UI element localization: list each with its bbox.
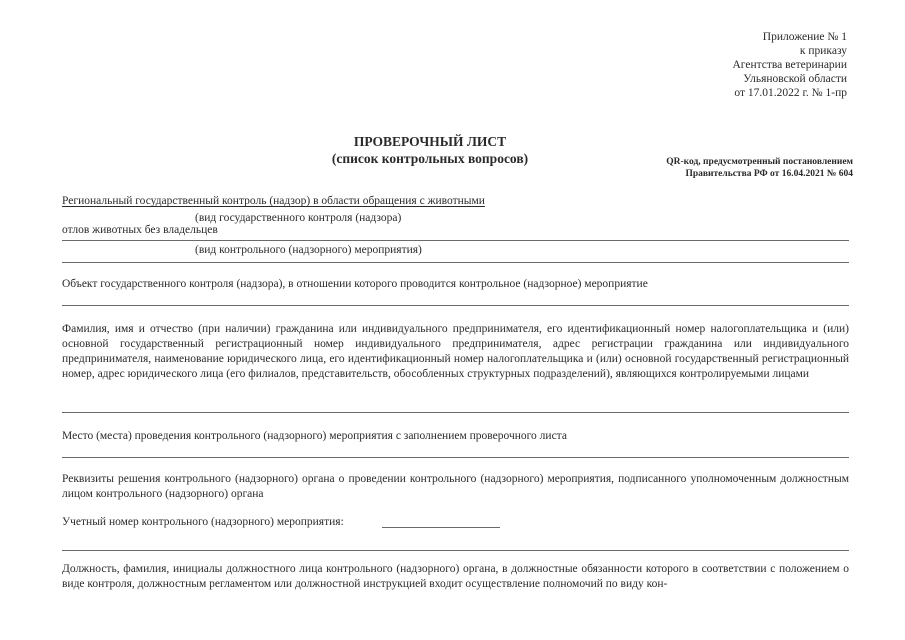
- subject-label: Фамилия, имя и отчество (при наличии) гражданина или индивидуального предпринимателя, его идентификационный номер налогоплательщика и (или) основной государственный регистрационный номер индивидуального предпринимателя, адрес регистрации гражданина или индивидуального предпринимателя, наименование юридического лица, его идентификационный номер налогоплательщика и (или) основной государственный регистрационный номер, адрес юридического лица (его филиалов, представительств, обособленных структурных подразделений), являющихся контролируемыми лицами: [62, 323, 849, 380]
- record-rule: [62, 550, 849, 551]
- title-main: ПРОВЕРОЧНЫЙ ЛИСТ: [353, 134, 507, 149]
- object-label: Объект государственного контроля (надзора), в отношении которого проводится контрольное (надзорное) мероприятие: [62, 278, 648, 290]
- decision-label: Реквизиты решения контрольного (надзорного) органа о проведении контрольного (надзорного) мероприятия, подписанного уполномоченным должностным лицом контрольного (надзорного) органа: [62, 473, 849, 500]
- place-rule: [62, 457, 849, 458]
- event-type-caption: (вид контрольного (надзорного) мероприятия): [195, 244, 422, 256]
- appendix-line-5: от 17.01.2022 г. № 1-пр: [734, 87, 847, 99]
- title-sub: (список контрольных вопросов): [331, 151, 529, 166]
- qr-note-line-1: QR-код, предусмотренный постановлением: [666, 157, 853, 167]
- appendix-line-2: к приказу: [799, 45, 847, 57]
- event-type-value: отлов животных без владельцев: [62, 224, 218, 236]
- qr-note-line-2: Правительства РФ от 16.04.2021 № 604: [685, 169, 853, 179]
- event-type-rule: [62, 240, 849, 241]
- document-title: [300, 133, 560, 167]
- object-rule: [62, 305, 849, 306]
- appendix-line-3: Агентства ветеринарии: [732, 59, 847, 71]
- record-number-label: Учетный номер контрольного (надзорного) мероприятия:: [62, 516, 344, 528]
- place-label: Место (места) проведения контрольного (надзорного) мероприятия с заполнением проверочного листа: [62, 430, 567, 442]
- subject-rule: [62, 412, 849, 413]
- qr-code-note: [553, 156, 853, 180]
- appendix-line-1: Приложение № 1: [762, 31, 847, 43]
- control-type-value: Региональный государственный контроль (надзор) в области обращения с животными: [62, 195, 485, 207]
- record-number-input-line: [382, 527, 500, 528]
- appendix-block: [647, 30, 847, 100]
- official-label: Должность, фамилия, инициалы должностного лица контрольного (надзорного) органа, в должностные обязанности которого в соответствии с положением о виде контроля, должностным регламентом или должностной инструкцией входит осуществление полномочий по виду кон-: [62, 563, 849, 590]
- rule-1: [62, 262, 849, 263]
- appendix-line-4: Ульяновской области: [743, 73, 847, 85]
- control-type-caption: (вид государственного контроля (надзора): [195, 212, 402, 224]
